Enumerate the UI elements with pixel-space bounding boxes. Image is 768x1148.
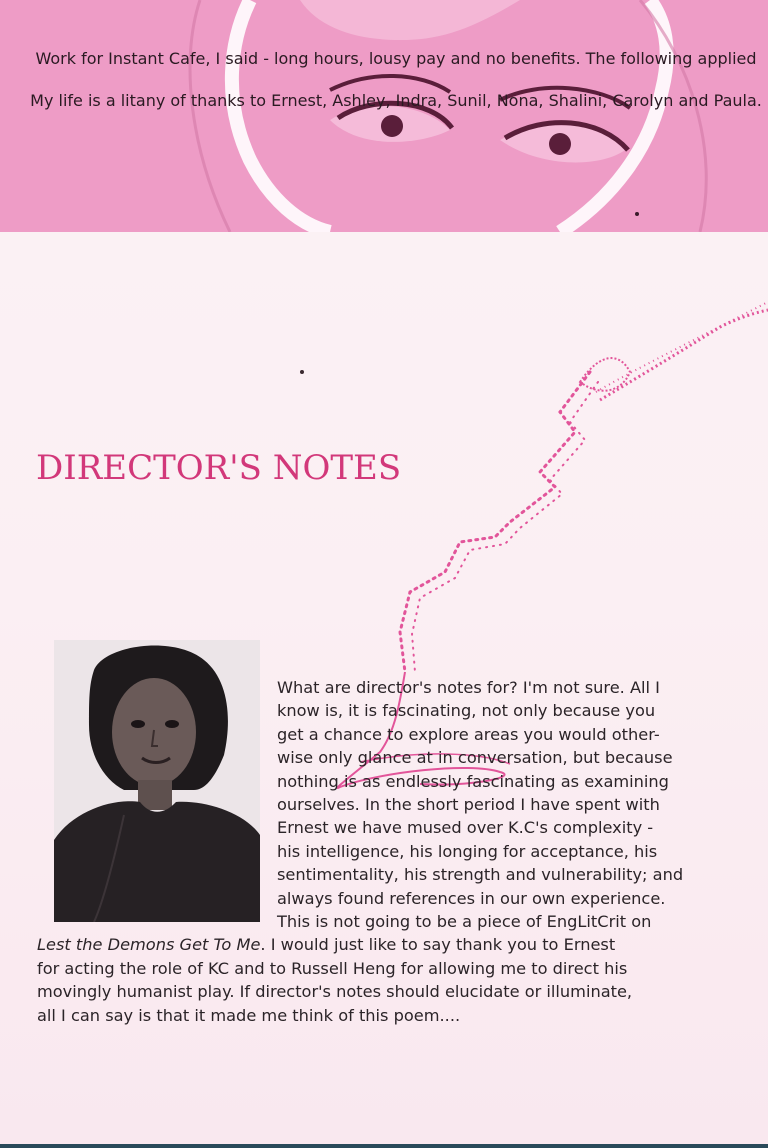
top-banner bbox=[0, 0, 768, 232]
notes-line: his intelligence, his longing for acceptance, his bbox=[277, 841, 658, 861]
notes-line: movingly humanist play. If director's notes should elucidate or illuminate, bbox=[37, 982, 633, 1002]
notes-line-rest: . I would just like to say thank you to Ernest bbox=[260, 935, 616, 955]
credits-line-instant-cafe: Work for Instant Cafe, I said - long hours, lousy pay and no benefits. The following applied bbox=[35, 49, 757, 68]
notes-line: for acting the role of KC and to Russell Heng for allowing me to direct his bbox=[37, 958, 628, 978]
portrait-photo bbox=[54, 640, 260, 922]
notes-line: What are director's notes for? I'm not sure. All I bbox=[277, 678, 660, 697]
notes-line: nothing is as endlessly fascinating as examining bbox=[277, 771, 669, 791]
notes-line: get a chance to explore areas you would other- bbox=[277, 724, 660, 744]
notes-line: all I can say is that it made me think of this poem.... bbox=[37, 1005, 461, 1025]
bottom-edge bbox=[0, 1144, 768, 1148]
play-title: Lest the Demons Get To Me bbox=[37, 935, 261, 955]
ink-speck bbox=[300, 370, 304, 374]
notes-line: ourselves. In the short period I have spent with bbox=[277, 795, 660, 814]
notes-line-with-title bbox=[37, 933, 615, 956]
notes-line: This is not going to be a piece of EngLitCrit on bbox=[277, 912, 652, 931]
notes-line: always found references in our own experience. bbox=[277, 888, 666, 908]
credits-line-thanks: My life is a litany of thanks to Ernest, Ashley, Indra, Sunil, Nona, Shalini, Carolyn and Paula. bbox=[30, 91, 762, 110]
notes-line: know is, it is fascinating, not only because you bbox=[277, 701, 656, 721]
notes-line: sentimentality, his strength and vulnerability; and bbox=[277, 865, 684, 885]
notes-line: wise only glance at in conversation, but because bbox=[277, 748, 673, 768]
director-portrait bbox=[54, 640, 260, 922]
credits-text bbox=[30, 48, 762, 132]
section-heading: DIRECTOR'S NOTES bbox=[36, 448, 402, 488]
notes-line: Ernest we have mused over K.C's complexity - bbox=[277, 818, 654, 838]
